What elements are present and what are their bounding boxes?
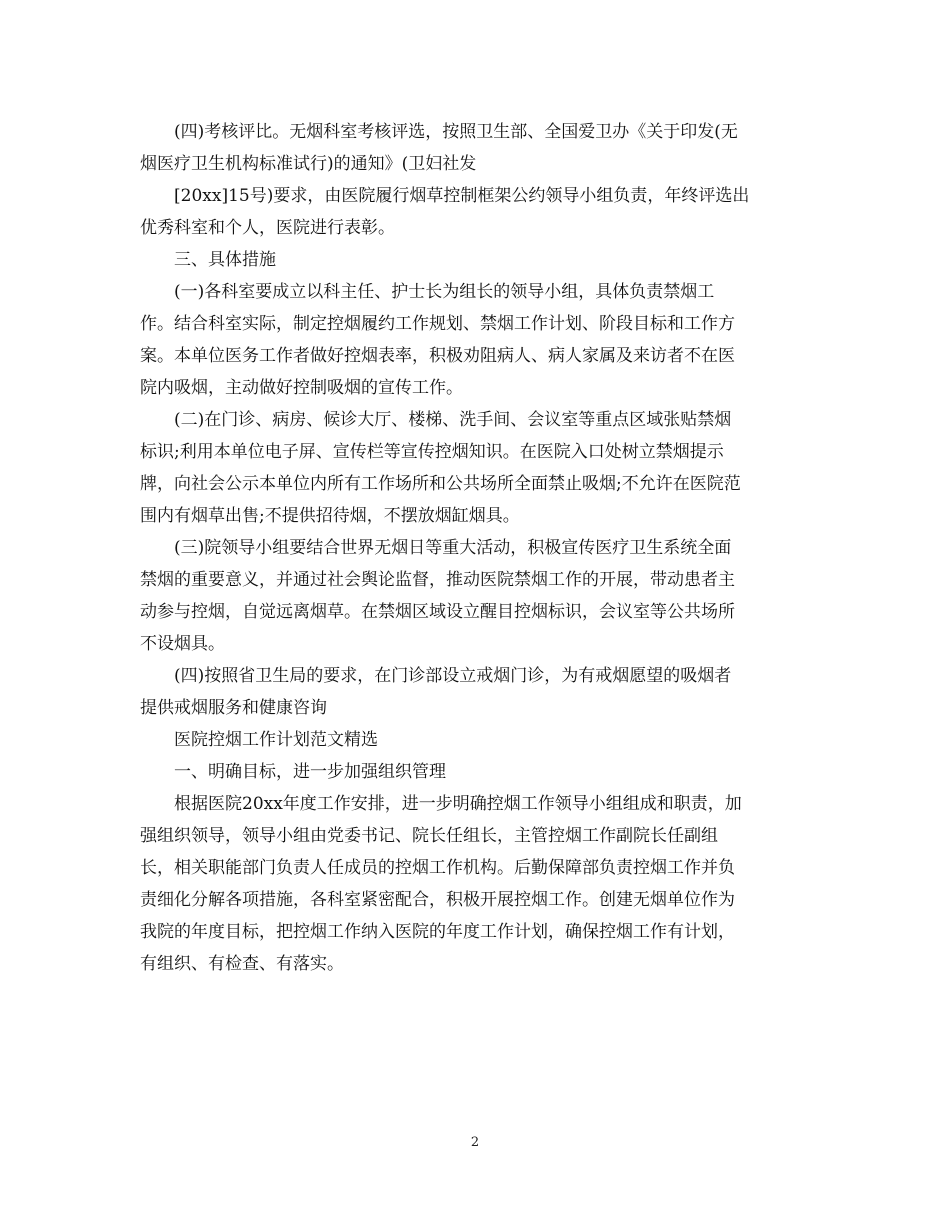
paragraph-line: 烟医疗卫生机构标准试行)的通知》(卫妇社发 (140, 154, 477, 174)
paragraph-line: 长，相关职能部门负责人任成员的控烟工作机构。后勤保障部负责控烟工作并负 (140, 858, 735, 878)
paragraph-line: (四)考核评比。无烟科室考核评选，按照卫生部、全国爱卫办《关于印发(无 (174, 122, 738, 142)
paragraph-line: 医院控烟工作计划范文精选 (174, 730, 378, 750)
paragraph (140, 532, 810, 660)
page-number: 2 (470, 1135, 480, 1150)
paragraph-line: 一、明确目标，进一步加强组织管理 (174, 762, 446, 782)
paragraph-line: 有组织、有检查、有落实。 (140, 954, 344, 974)
paragraph-line: 围内有烟草出售;不提供招待烟，不摆放烟缸烟具。 (140, 506, 520, 526)
paragraph-line: 动参与控烟，自觉远离烟草。在禁烟区域设立醒目控烟标识，会议室等公共场所 (140, 602, 735, 622)
paragraph (140, 244, 810, 276)
paragraph (140, 116, 810, 180)
paragraph-line: 强组织领导，领导小组由党委书记、院长任组长，主管控烟工作副院长任副组 (140, 826, 718, 846)
paragraph-line: (四)按照省卫生局的要求，在门诊部设立戒烟门诊，为有戒烟愿望的吸烟者 (174, 666, 732, 686)
paragraph-line: [20xx]15号)要求，由医院履行烟草控制框架公约领导小组负责，年终评选出 (174, 186, 750, 206)
paragraph (140, 756, 810, 788)
paragraph-line: 我院的年度目标，把控烟工作纳入医院的年度工作计划，确保控烟工作有计划， (140, 922, 735, 942)
paragraph-line: 作。结合科室实际，制定控烟履约工作规划、禁烟工作计划、阶段目标和工作方 (140, 314, 735, 334)
paragraph-line: (二)在门诊、病房、候诊大厅、楼梯、洗手间、会议室等重点区域张贴禁烟 (174, 410, 732, 430)
paragraph (140, 724, 810, 756)
document-body (140, 116, 810, 980)
paragraph-line: 优秀科室和个人，医院进行表彰。 (140, 218, 395, 238)
paragraph-line: 根据医院20xx年度工作安排，进一步明确控烟工作领导小组组成和职责，加 (174, 794, 742, 814)
paragraph-line: (一)各科室要成立以科主任、护士长为组长的领导小组，具体负责禁烟工 (174, 282, 715, 302)
paragraph-line: 案。本单位医务工作者做好控烟表率，积极劝阻病人、病人家属及来访者不在医 (140, 346, 735, 366)
paragraph (140, 180, 810, 244)
paragraph-line: 牌，向社会公示本单位内所有工作场所和公共场所全面禁止吸烟;不允许在医院范 (140, 474, 741, 494)
paragraph (140, 788, 810, 980)
paragraph-line: 禁烟的重要意义，并通过社会舆论监督，推动医院禁烟工作的开展，带动患者主 (140, 570, 735, 590)
paragraph-line: 不设烟具。 (140, 634, 225, 654)
paragraph-line: 提供戒烟服务和健康咨询 (140, 698, 327, 718)
paragraph-line: 责细化分解各项措施，各科室紧密配合，积极开展控烟工作。创建无烟单位作为 (140, 890, 735, 910)
paragraph-line: 院内吸烟，主动做好控制吸烟的宣传工作。 (140, 378, 463, 398)
paragraph-line: 标识;利用本单位电子屏、宣传栏等宣传控烟知识。在医院入口处树立禁烟提示 (140, 442, 724, 462)
paragraph-line: 三、具体措施 (174, 250, 276, 270)
paragraph (140, 276, 810, 404)
paragraph (140, 660, 810, 724)
paragraph (140, 404, 810, 532)
paragraph-line: (三)院领导小组要结合世界无烟日等重大活动，积极宣传医疗卫生系统全面 (174, 538, 732, 558)
